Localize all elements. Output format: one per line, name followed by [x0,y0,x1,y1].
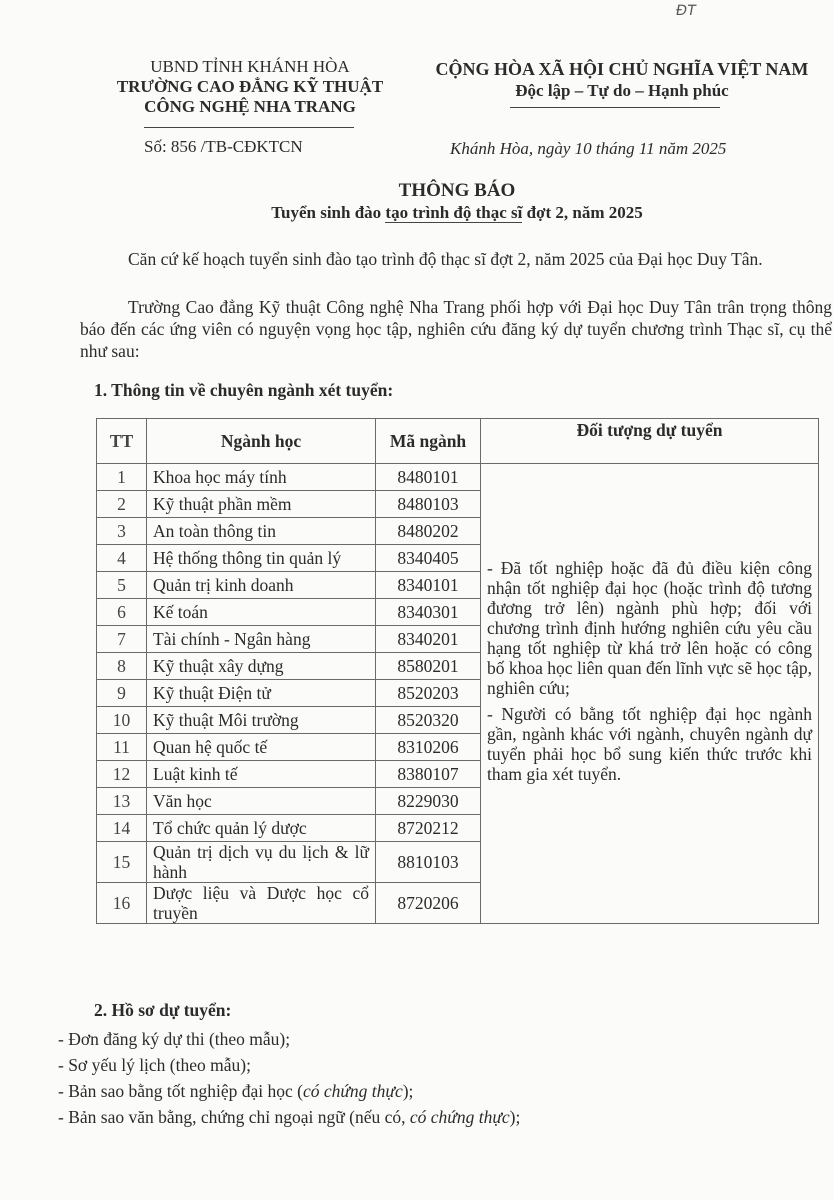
item-italic: có chứng thực [409,1107,510,1127]
header-divider-right [510,107,720,108]
item-text: - Bản sao bằng tốt nghiệp đại học ( [58,1081,303,1101]
cell-tt: 16 [97,883,147,924]
eligibility-item: - Người có bằng tốt nghiệp đại học ngành gần, ngành khác với ngành, chuyên ngành dự tuyển phải học bổ sung kiến thức trước khi tham gia xét tuyển. [487,704,812,784]
cell-tt: 6 [97,599,147,626]
cell-tt: 15 [97,842,147,883]
cell-major-code: 8480103 [376,491,481,518]
cell-major-code: 8340201 [376,626,481,653]
table-header-row [97,419,819,464]
cell-major-code: 8720206 [376,883,481,924]
cell-major-name: Khoa học máy tính [147,464,376,491]
cell-tt: 2 [97,491,147,518]
cell-major-code: 8340301 [376,599,481,626]
table-row [97,464,819,491]
cell-major-name: Quản trị kinh doanh [147,572,376,599]
date-suffix: tháng 11 năm 2025 [591,139,727,158]
eligibility-text [487,464,812,784]
cell-major-name: Kỹ thuật Điện tử [147,680,376,707]
handwritten-initials: ĐT [674,2,698,19]
cell-major-name: Kỹ thuật Môi trường [147,707,376,734]
header-divider-left [144,127,354,128]
school-name-line1: TRƯỜNG CAO ĐẲNG KỸ THUẬT [116,77,384,96]
cell-major-name: Quản trị dịch vụ du lịch & lữ hành [147,842,376,883]
cell-major-code: 8580201 [376,653,481,680]
subtitle-part2: tạo trình độ thạc sĩ [385,203,523,222]
place-date [450,139,726,159]
issuer-header [90,57,410,117]
cell-major-code: 8340101 [376,572,481,599]
paragraph-announcement [80,296,832,362]
cell-eligibility [481,464,819,924]
cell-tt: 5 [97,572,147,599]
paragraph-basis [80,248,832,270]
cell-major-code: 8380107 [376,761,481,788]
cell-tt: 1 [97,464,147,491]
national-header [410,57,834,101]
item-text: ); [402,1081,414,1101]
cell-major-code: 8720212 [376,815,481,842]
eligibility-item: - Đã tốt nghiệp hoặc đã đủ điều kiện công nhận tốt nghiệp đại học (hoặc trình độ tương đương trở lên) ngành phù hợp; đối với chương trình định hướng nghiên cứu yêu cầu hạng tốt nghiệp từ khá trở lên hoặc có công bố khoa học liên quan đến lĩnh vực sẽ học tập, nghiên cứu; [487,558,812,698]
cell-major-code: 8480202 [376,518,481,545]
notice-subtitle [80,203,834,223]
col-header-tt: TT [97,419,147,464]
cell-tt: 4 [97,545,147,572]
col-header-code: Mã ngành [376,419,481,464]
cell-major-name: Luật kinh tế [147,761,376,788]
cell-tt: 3 [97,518,147,545]
cell-major-code: 8340405 [376,545,481,572]
date-prefix: Khánh Hòa, ngày [450,139,575,158]
cell-major-code: 8520320 [376,707,481,734]
cell-major-name: Văn học [147,788,376,815]
cell-major-name: Quan hệ quốc tế [147,734,376,761]
authority-name: UBND TỈNH KHÁNH HÒA [150,57,350,76]
list-item [58,1104,520,1130]
cell-major-name: Kỹ thuật phần mềm [147,491,376,518]
cell-major-name: Hệ thống thông tin quản lý [147,545,376,572]
list-item: - Đơn đăng ký dự thi (theo mẫu); [58,1029,291,1049]
cell-tt: 14 [97,815,147,842]
cell-major-name: Tài chính - Ngân hàng [147,626,376,653]
item-italic: có chứng thực [302,1081,403,1101]
item-text: ); [509,1107,521,1127]
date-day: 10 [574,139,592,158]
cell-tt: 7 [97,626,147,653]
cell-tt: 10 [97,707,147,734]
col-header-major: Ngành học [147,419,376,464]
cell-tt: 9 [97,680,147,707]
subtitle-part3: đợt 2, năm 2025 [522,203,643,222]
cell-major-code: 8810103 [376,842,481,883]
section2-heading-text: 2. Hồ sơ dự tuyển: [94,1000,232,1020]
cell-major-code: 8310206 [376,734,481,761]
cell-major-name: Kế toán [147,599,376,626]
col-header-eligibility: Đối tượng dự tuyển [481,419,819,464]
required-documents-list [58,1026,520,1130]
national-motto: Độc lập – Tự do – Hạnh phúc [515,81,729,100]
cell-major-name: Dược liệu và Dược học cổ truyền [147,883,376,924]
item-text: - Bản sao văn bằng, chứng chỉ ngoại ngữ (nếu có, [58,1107,410,1127]
cell-tt: 8 [97,653,147,680]
cell-tt: 12 [97,761,147,788]
paragraph-basis-text: Căn cứ kế hoạch tuyển sinh đào tạo trình độ thạc sĩ đợt 2, năm 2025 của Đại học Duy Tân. [128,249,763,269]
cell-major-name: Kỹ thuật xây dựng [147,653,376,680]
list-item: - Sơ yếu lý lịch (theo mẫu); [58,1055,251,1075]
paragraph-announcement-text: Trường Cao đẳng Kỹ thuật Công nghệ Nha Trang phối hợp với Đại học Duy Tân trân trọng thông báo đến các ứng viên có nguyện vọng học tập, nghiên cứu đăng ký dự tuyển chương trình Thạc sĩ, cụ thể như sau: [80,297,832,361]
cell-tt: 11 [97,734,147,761]
cell-major-name: Tổ chức quản lý dược [147,815,376,842]
cell-major-code: 8229030 [376,788,481,815]
cell-tt: 13 [97,788,147,815]
majors-table [96,418,819,924]
section2-heading [94,1000,231,1021]
country-name: CỘNG HÒA XÃ HỘI CHỦ NGHĨA VIỆT NAM [435,59,809,79]
cell-major-name: An toàn thông tin [147,518,376,545]
cell-major-code: 8480101 [376,464,481,491]
document-number: Số: 856 /TB-CĐKTCN [144,137,303,156]
section1-heading: 1. Thông tin về chuyên ngành xét tuyển: [94,380,394,400]
subtitle-part1: Tuyển sinh đào [271,203,386,222]
notice-title: THÔNG BÁO [398,180,516,201]
cell-major-code: 8520203 [376,680,481,707]
school-name-line2: CÔNG NGHỆ NHA TRANG [144,97,356,116]
list-item [58,1078,520,1104]
